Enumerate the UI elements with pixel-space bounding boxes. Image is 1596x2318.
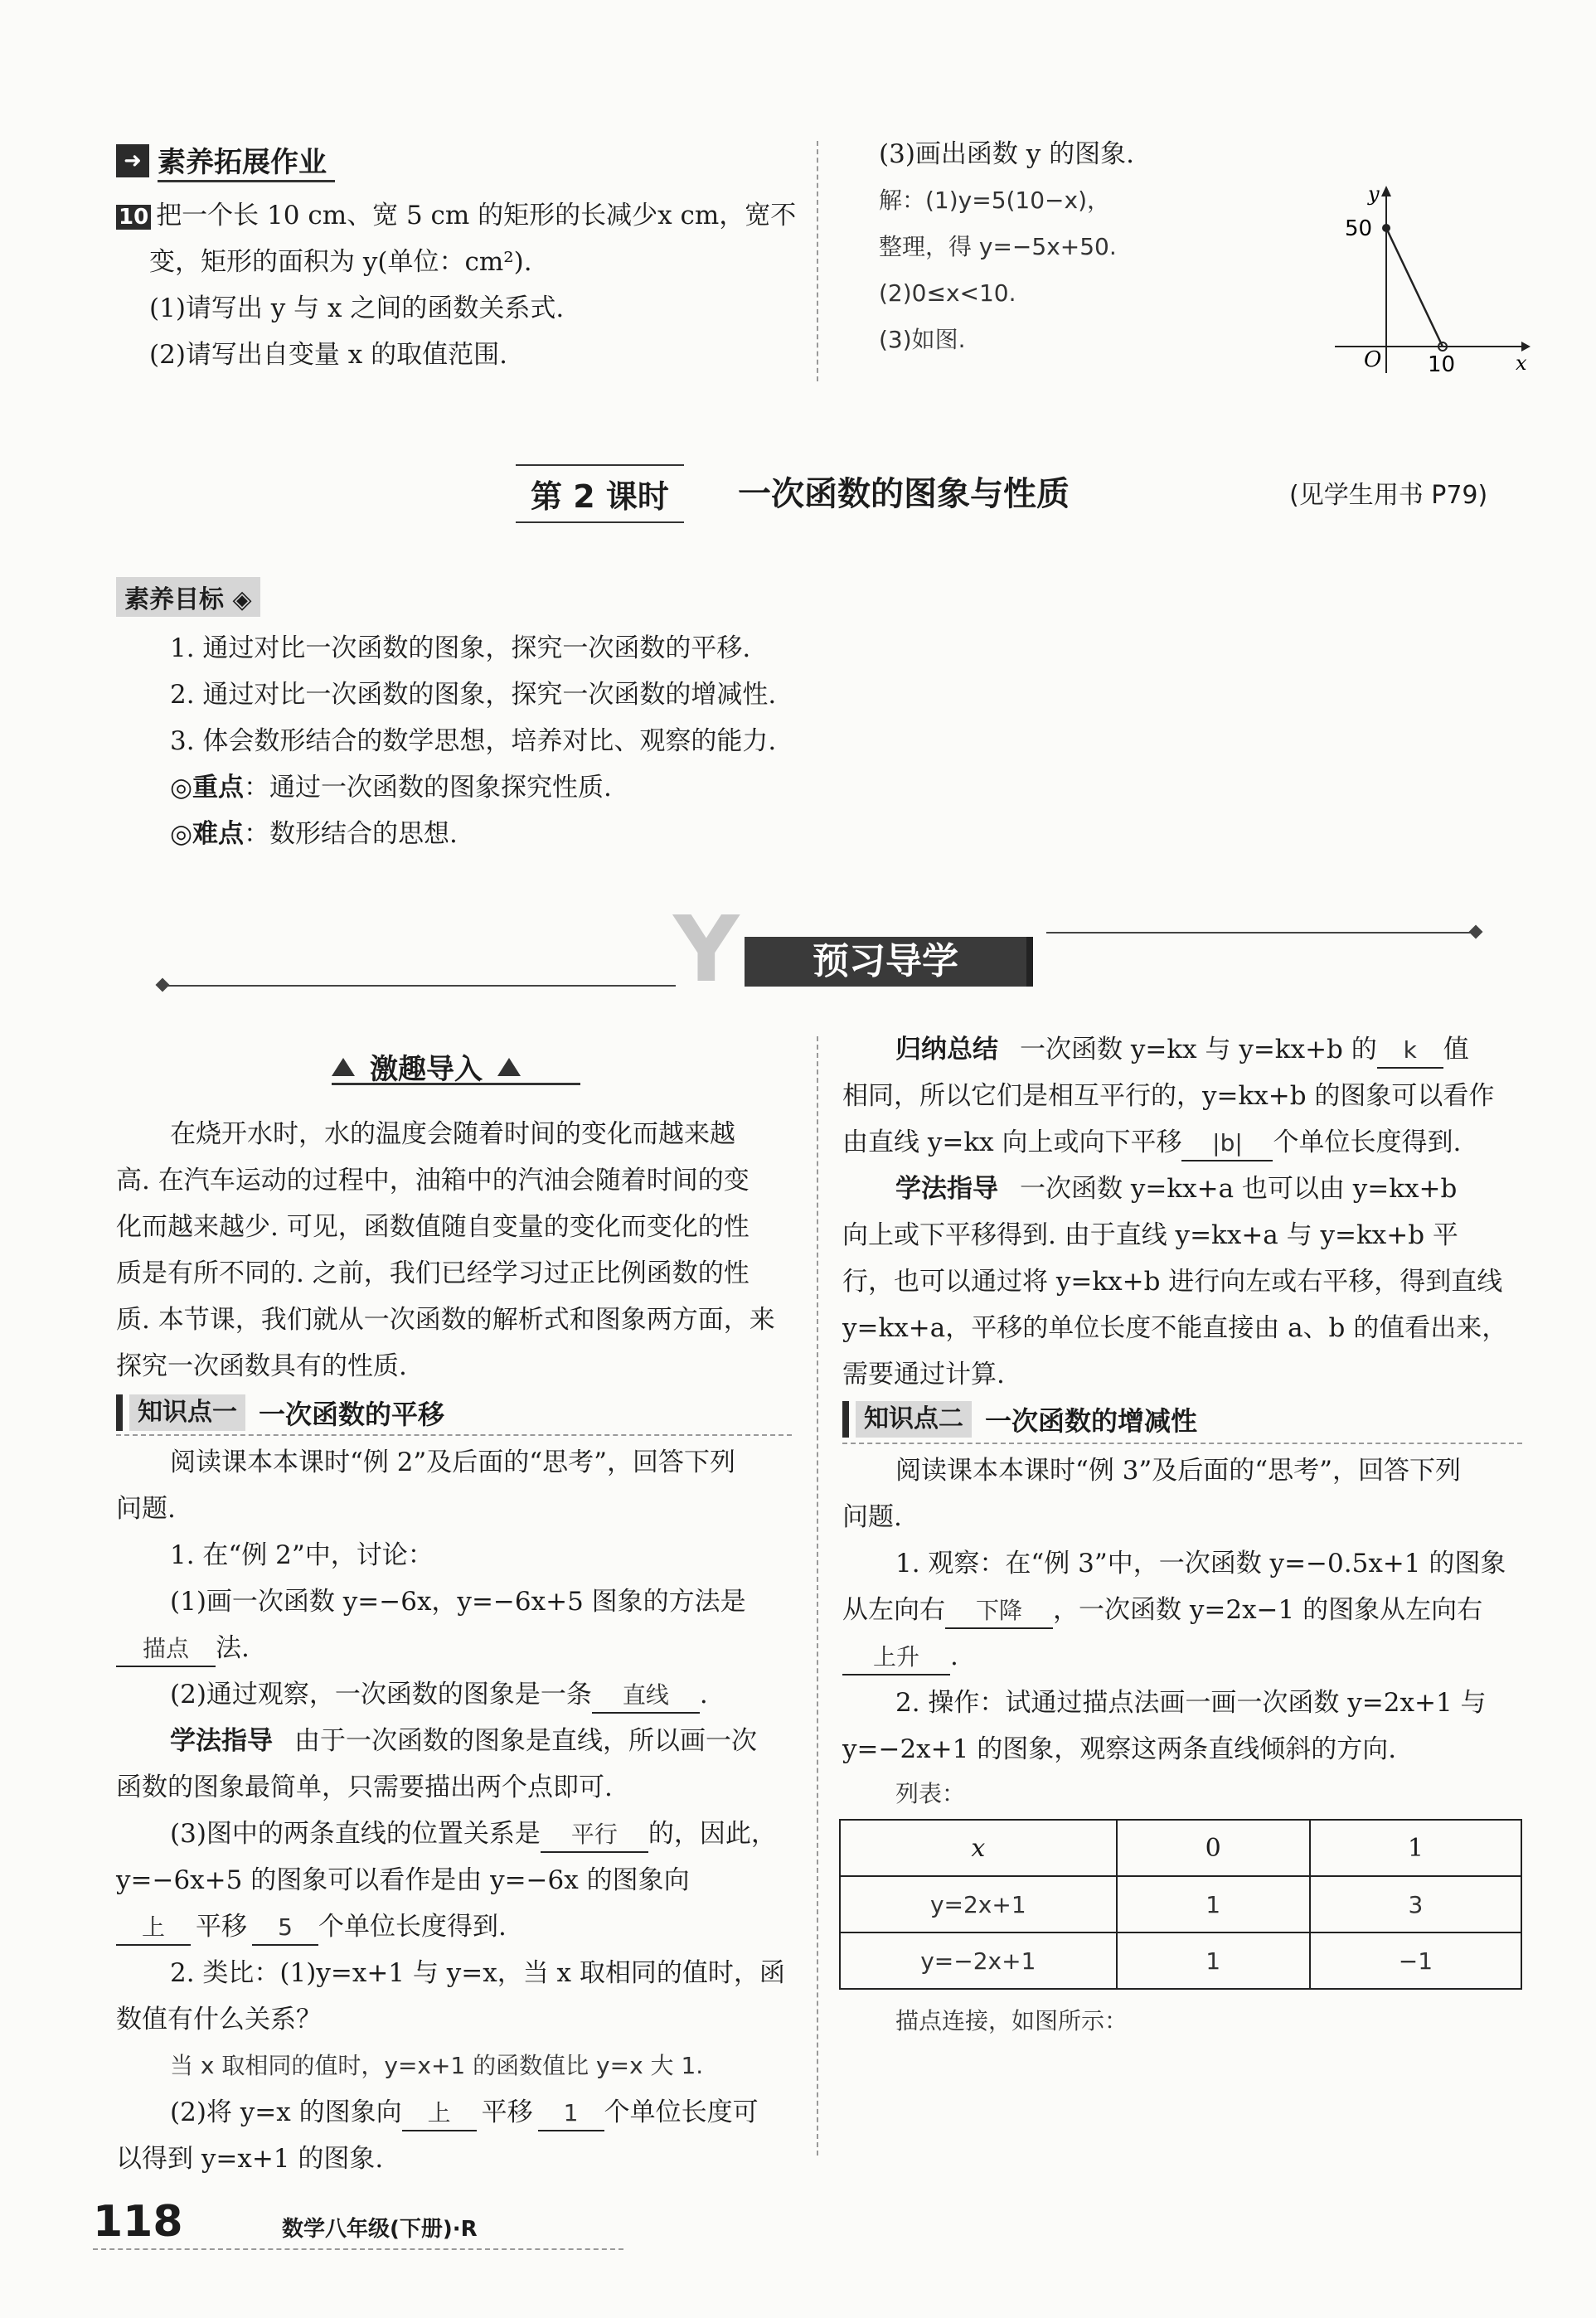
- lesson-subtitle: 一次函数的图象与性质: [738, 475, 1070, 513]
- banner-letter: Y: [673, 896, 740, 1002]
- point-50: [1382, 224, 1390, 232]
- kp1-q1-1: (1)画一次函数 y=−6x，y=−6x+5 图象的方法是: [170, 1587, 746, 1617]
- kp2-q1: 1. 观察：在“例 3”中，一次函数 y=−0.5x+1 的图象: [895, 1549, 1506, 1578]
- goal-3: 3. 体会数形结合的数学思想，培养对比、观察的能力.: [170, 726, 777, 756]
- kp1-q1-1-cont: 描点 法.: [116, 1625, 250, 1671]
- lesson-title: 第 2 课时: [516, 464, 684, 523]
- summary-line-1: 归纳总结 一次函数 y=kx 与 y=kx+b 的 k 值: [895, 1026, 1469, 1073]
- knowledge-point-2-heading: [842, 1399, 1197, 1439]
- summary-line-2: 相同，所以它们是相互平行的，y=kx+b 的图象可以看作: [842, 1081, 1495, 1111]
- banner-dot-right: [1469, 925, 1483, 939]
- intro-underline: [332, 1083, 580, 1085]
- kp2-q1-cont: 从左向右 下降 ，一次函数 y=2x−1 的图象从左向右: [842, 1587, 1482, 1633]
- table-row: [840, 1876, 1521, 1932]
- kp2-q1-end: 上升 .: [842, 1633, 958, 1680]
- kp1-read-2: 问题.: [116, 1494, 176, 1524]
- q10-answer2: 整理，得 y=−5x+50.: [879, 233, 1117, 260]
- banner-line-left: [162, 985, 676, 987]
- intro-line-1: 在烧开水时，水的温度会随着时间的变化而越来越: [170, 1119, 735, 1149]
- q10-answer1: 解：(1)y=5(10−x)，: [879, 187, 1111, 214]
- y-label: y: [1368, 182, 1380, 206]
- intro-line-2: 高. 在汽车运动的过程中，油箱中的汽油会随着时间的变: [116, 1166, 749, 1195]
- goal-difficulty: ◎难点：数形结合的思想.: [170, 819, 458, 849]
- lesson-reference: (见学生用书 P79): [1289, 481, 1488, 510]
- goals-label: 素养目标 ◈: [116, 577, 260, 617]
- summary-tip-2: 向上或下平移得到. 由于直线 y=kx+a 与 y=kx+b 平: [842, 1220, 1458, 1250]
- table-cell: 1: [1117, 1876, 1310, 1932]
- graph-line: [1386, 228, 1443, 347]
- kp2-q2: 2. 操作：试通过描点法画一画一次函数 y=2x+1 与: [895, 1688, 1487, 1718]
- q10-line2: 变，矩形的面积为 y(单位：cm²).: [149, 247, 532, 277]
- kp1-q1-3: (3)图中的两条直线的位置关系是 平行 的，因此，: [170, 1811, 777, 1857]
- knowledge-point-1-heading: [116, 1393, 444, 1433]
- section-title-extension: ➜ 素养拓展作业: [116, 139, 335, 182]
- kp1-tip-2: 函数的图象最简单，只需要描出两个点即可.: [116, 1772, 613, 1802]
- summary-line-3: 由直线 y=kx 向上或向下平移 |b| 个单位长度得到.: [842, 1119, 1461, 1166]
- kp1-tip-1: 学法指导 由于一次函数的图象是直线，所以画一次: [170, 1726, 757, 1756]
- kp1-q1-3-cont: y=−6x+5 的图象可以看作是由 y=−6x 的图象向: [116, 1865, 690, 1895]
- intro-line-4: 质是有所不同的. 之前，我们已经学习过正比例函数的性: [116, 1258, 749, 1288]
- table-cell: x: [840, 1820, 1117, 1876]
- kp1-q2: 2. 类比：(1)y=x+1 与 y=x，当 x 取相同的值时，函: [170, 1958, 785, 1988]
- question-number: 10: [116, 205, 151, 230]
- q10-sub1: (1)请写出 y 与 x 之间的函数关系式.: [149, 293, 565, 323]
- q10-line1: 10 把一个长 10 cm、宽 5 cm 的矩形的长减少x cm，宽不: [116, 192, 796, 240]
- answer-blank: 上升: [842, 1641, 950, 1675]
- answer-blank: 平行: [541, 1818, 648, 1853]
- kp1-q1: 1. 在“例 2”中，讨论：: [170, 1540, 434, 1570]
- intro-line-6: 探究一次函数具有的性质.: [116, 1351, 407, 1381]
- kp2-title: 一次函数的增减性: [985, 1405, 1198, 1437]
- page-number: 118: [93, 2197, 183, 2247]
- y-value-label: 50: [1345, 216, 1373, 241]
- kp1-q1-3-end: 上 平移 5 个单位长度得到.: [116, 1903, 507, 1950]
- x-label: x: [1516, 352, 1527, 375]
- kp1-q2-cont: 数值有什么关系？: [116, 2005, 322, 2034]
- kp1-q2-2-cont: 以得到 y=x+1 的图象.: [116, 2144, 384, 2174]
- q10-answer4: (3)如图.: [879, 326, 966, 353]
- intro-title: 激趣导入: [332, 1046, 521, 1087]
- q10-sub3: (3)画出函数 y 的图象.: [879, 139, 1134, 169]
- intro-line-5: 质. 本节课，我们就从一次函数的解析式和图象两方面，来: [116, 1305, 775, 1335]
- book-title: 数学八年级(下册)·R: [282, 2217, 478, 2242]
- answer-blank: k: [1377, 1034, 1443, 1069]
- table-row: [840, 1932, 1521, 1989]
- table-cell: 0: [1117, 1820, 1310, 1876]
- summary-tip-1: 学法指导 一次函数 y=kx+a 也可以由 y=kx+b: [895, 1174, 1458, 1204]
- banner-title: 预习导学: [745, 937, 1033, 987]
- goal-2: 2. 通过对比一次函数的图象，探究一次函数的增减性.: [170, 680, 777, 710]
- answer-blank: |b|: [1181, 1127, 1273, 1161]
- q10-graph: [1327, 182, 1534, 381]
- origin-label: O: [1364, 347, 1382, 372]
- kp1-tag: 知识点一: [129, 1394, 245, 1431]
- answer-blank: 上: [402, 2097, 477, 2131]
- kp1-q1-2: (2)通过观察，一次函数的图象是一条 直线 .: [170, 1671, 708, 1718]
- intro-line-3: 化而越来越少. 可见，函数值随自变量的变化而变化的性: [116, 1212, 749, 1242]
- x-axis-arrow: [1521, 342, 1531, 352]
- summary-tip-3: 行，也可以通过将 y=kx+b 进行向左或右平移，得到直线: [842, 1267, 1503, 1297]
- answer-blank: 直线: [592, 1679, 700, 1714]
- kp2-read-1: 阅读课本本课时“例 3”及后面的“思考”，回答下列: [895, 1456, 1461, 1486]
- y-axis-arrow: [1381, 186, 1391, 196]
- banner-line-right: [1046, 932, 1476, 934]
- goal-key: ◎重点：通过一次函数的图象探究性质.: [170, 773, 612, 803]
- table-cell: y=2x+1: [840, 1876, 1117, 1932]
- column-divider-top: [817, 141, 818, 381]
- kp2-read-2: 问题.: [842, 1502, 902, 1532]
- kp2-connect-note: 描点连接，如图所示：: [895, 2007, 1128, 2034]
- diamond-icon: ◈: [224, 585, 252, 614]
- q10-answer3: (2)0≤x<10.: [879, 279, 1016, 307]
- kp1-title: 一次函数的平移: [259, 1399, 445, 1430]
- table-cell: 3: [1310, 1876, 1521, 1932]
- goal-1: 1. 通过对比一次函数的图象，探究一次函数的平移.: [170, 633, 751, 663]
- table-row: [840, 1820, 1521, 1876]
- kp1-q2-answer: 当 x 取相同的值时，y=x+1 的函数值比 y=x 大 1.: [170, 2052, 704, 2079]
- triangle-icon: [497, 1058, 521, 1076]
- table-cell: −1: [1310, 1932, 1521, 1989]
- value-table: [839, 1819, 1522, 1990]
- answer-blank: 5: [252, 1911, 318, 1946]
- column-divider-main: [817, 1036, 818, 2156]
- footer-line: [93, 2248, 623, 2250]
- answer-blank: 1: [538, 2097, 604, 2131]
- triangle-icon: [332, 1058, 355, 1076]
- summary-tip-5: 需要通过计算.: [842, 1360, 1005, 1389]
- summary-tip-4: y=kx+a，平移的单位长度不能直接由 a、b 的值看出来，: [842, 1313, 1508, 1343]
- kp2-list-label: 列表：: [895, 1780, 966, 1807]
- kp1-read-1: 阅读课本本课时“例 2”及后面的“思考”，回答下列: [170, 1448, 735, 1477]
- q10-sub2: (2)请写出自变量 x 的取值范围.: [149, 340, 507, 370]
- arrow-icon: ➜: [116, 144, 149, 177]
- banner-dot-left: [156, 978, 170, 992]
- table-cell: 1: [1310, 1820, 1521, 1876]
- kp2-q2-cont: y=−2x+1 的图象，观察这两条直线倾斜的方向.: [842, 1734, 1397, 1764]
- answer-blank: 描点: [116, 1632, 216, 1667]
- table-cell: y=−2x+1: [840, 1932, 1117, 1989]
- answer-blank: 下降: [945, 1594, 1053, 1629]
- answer-blank: 上: [116, 1911, 191, 1946]
- kp2-tag: 知识点二: [856, 1401, 972, 1438]
- x-value-label: 10: [1428, 352, 1456, 377]
- kp2-divider: [842, 1443, 1522, 1444]
- kp1-q2-2: (2)将 y=x 的图象向 上 平移 1 个单位长度可: [170, 2089, 759, 2136]
- table-cell: 1: [1117, 1932, 1310, 1989]
- kp1-divider: [116, 1434, 792, 1436]
